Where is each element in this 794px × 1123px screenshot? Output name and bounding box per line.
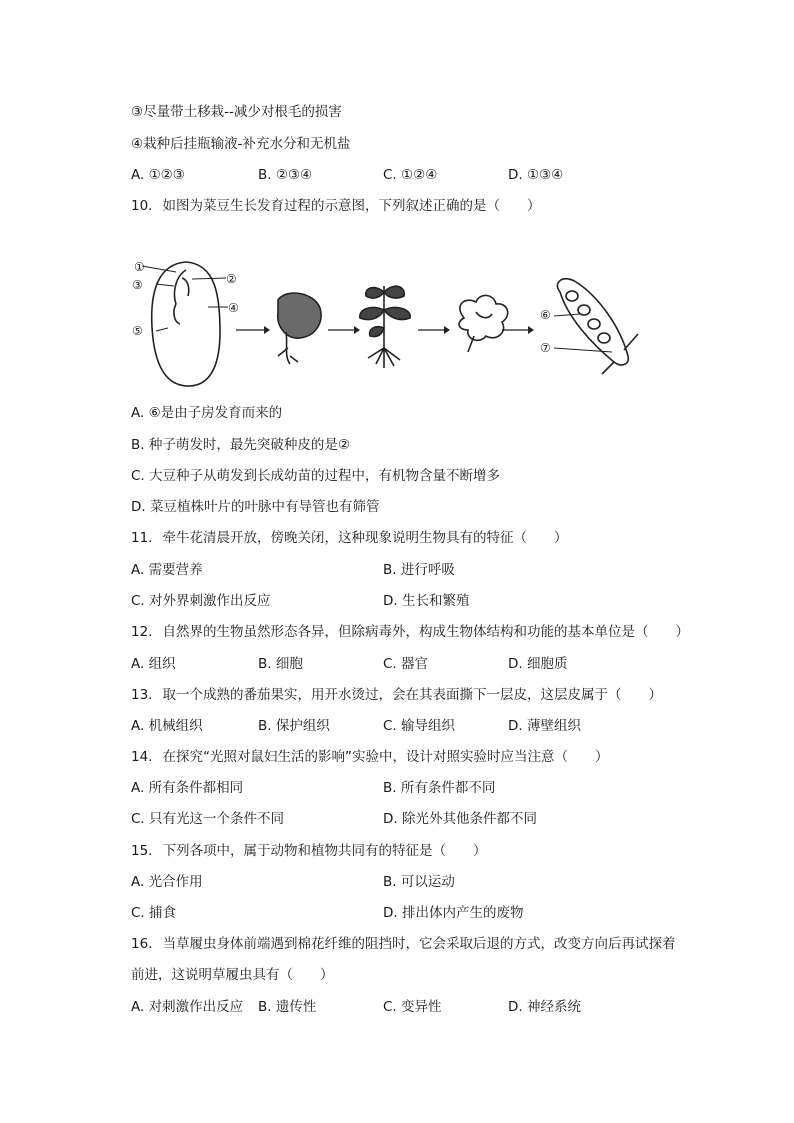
q13-option-c[interactable]: C. 输导组织 — [383, 718, 456, 734]
q14-option-a[interactable]: A. 所有条件都相同 — [131, 780, 244, 796]
label-6: ⑥ — [540, 308, 551, 322]
q14-number: 14. — [131, 749, 153, 765]
q15-stem-text: 下列各项中，属于动物和植物共同有的特征是（ ） — [162, 843, 487, 859]
germinating-seed-drawing — [278, 293, 321, 364]
q15-option-b[interactable]: B. 可以运动 — [383, 874, 455, 890]
q16-option-d[interactable]: D. 神经系统 — [508, 999, 581, 1015]
q12-stem — [131, 623, 689, 641]
q11-number: 11. — [131, 530, 153, 546]
q10-option-c[interactable]: C. 大豆种子从萌发到长成幼苗的过程中，有机物含量不断增多 — [131, 468, 501, 484]
q11-option-c[interactable]: C. 对外界刺激作出反应 — [131, 593, 271, 609]
q16-number: 16. — [131, 936, 153, 952]
q16-option-a[interactable]: A. 对刺激作出反应 — [131, 999, 244, 1015]
q15-stem — [131, 842, 486, 860]
q11-stem-text: 牵牛花清晨开放，傍晚关闭，这种现象说明生物具有的特征（ ） — [162, 530, 568, 546]
q12-number: 12. — [131, 624, 153, 640]
q13-number: 13. — [131, 687, 153, 703]
q11-option-b[interactable]: B. 进行呼吸 — [383, 562, 455, 578]
flower-drawing — [459, 295, 508, 352]
label-3: ③ — [132, 278, 143, 292]
q9-option-b[interactable]: B. ②③④ — [258, 167, 313, 183]
q12-option-a[interactable]: A. 组织 — [131, 656, 176, 672]
bean-pod-drawing — [554, 279, 638, 374]
q11-option-d[interactable]: D. 生长和繁殖 — [383, 593, 470, 609]
q9-item-4: ④栽种后挂瓶输液-补充水分和无机盐 — [131, 136, 351, 152]
label-4: ④ — [228, 301, 239, 315]
q16-option-b[interactable]: B. 遗传性 — [258, 999, 317, 1015]
q9-option-d[interactable]: D. ①③④ — [508, 167, 564, 183]
q10-stem-text: 如图为菜豆生长发育过程的示意图，下列叙述正确的是（ ） — [162, 198, 541, 214]
q15-number: 15. — [131, 843, 153, 859]
q16-option-c[interactable]: C. 变异性 — [383, 999, 442, 1015]
q14-stem-text: 在探究“光照对鼠妇生活的影响”实验中，设计对照实验时应当注意（ ） — [162, 749, 609, 765]
q10-stem — [131, 197, 540, 215]
q13-stem-text: 取一个成熟的番茄果实，用开水烫过，会在其表面撕下一层皮，这层皮属于（ ） — [162, 687, 662, 703]
q13-option-b[interactable]: B. 保护组织 — [258, 718, 330, 734]
q10-option-d[interactable]: D. 菜豆植株叶片的叶脉中有导管也有筛管 — [131, 499, 380, 515]
q14-stem — [131, 748, 608, 766]
q13-option-d[interactable]: D. 薄壁组织 — [508, 718, 581, 734]
q10-option-a[interactable]: A. ⑥是由子房发育而来的 — [131, 405, 283, 421]
q12-stem-text: 自然界的生物虽然形态各异，但除病毒外，构成生物体结构和功能的基本单位是（ ） — [162, 624, 689, 640]
q10-option-b[interactable]: B. 种子萌发时，最先突破种皮的是② — [131, 437, 350, 453]
q12-option-d[interactable]: D. 细胞质 — [508, 656, 568, 672]
label-1: ① — [134, 260, 145, 274]
q12-option-c[interactable]: C. 器官 — [383, 656, 429, 672]
q9-item-3: ③尽量带土移栽--减少对根毛的损害 — [131, 104, 342, 120]
q13-option-a[interactable]: A. 机械组织 — [131, 718, 203, 734]
bean-seed-drawing — [142, 262, 228, 386]
q14-option-d[interactable]: D. 除光外其他条件都不同 — [383, 811, 537, 827]
q11-option-a[interactable]: A. 需要营养 — [131, 562, 203, 578]
q10-number: 10. — [131, 198, 153, 214]
label-5: ⑤ — [132, 324, 143, 338]
q13-stem — [131, 686, 662, 704]
q9-option-a[interactable]: A. ①②③ — [131, 167, 185, 183]
q15-option-d[interactable]: D. 排出体内产生的废物 — [383, 905, 524, 921]
q16-stem-text-line1: 当草履虫身体前端遇到棉花纤维的阻挡时，它会采取后退的方式，改变方向后再试探着 — [162, 936, 676, 952]
q14-option-b[interactable]: B. 所有条件都不同 — [383, 780, 496, 796]
bean-growth-figure — [128, 252, 648, 394]
seedling-drawing — [360, 286, 410, 368]
q14-option-c[interactable]: C. 只有光这一个条件不同 — [131, 811, 285, 827]
q11-stem — [131, 529, 567, 547]
q16-stem-line2: 前进，这说明草履虫具有（ ） — [131, 967, 334, 983]
q16-stem — [131, 935, 675, 953]
q15-option-c[interactable]: C. 捕食 — [131, 905, 177, 921]
label-2: ② — [226, 272, 237, 286]
q15-option-a[interactable]: A. 光合作用 — [131, 874, 203, 890]
label-7: ⑦ — [540, 341, 551, 355]
q9-option-c[interactable]: C. ①②④ — [383, 167, 438, 183]
q12-option-b[interactable]: B. 细胞 — [258, 656, 303, 672]
